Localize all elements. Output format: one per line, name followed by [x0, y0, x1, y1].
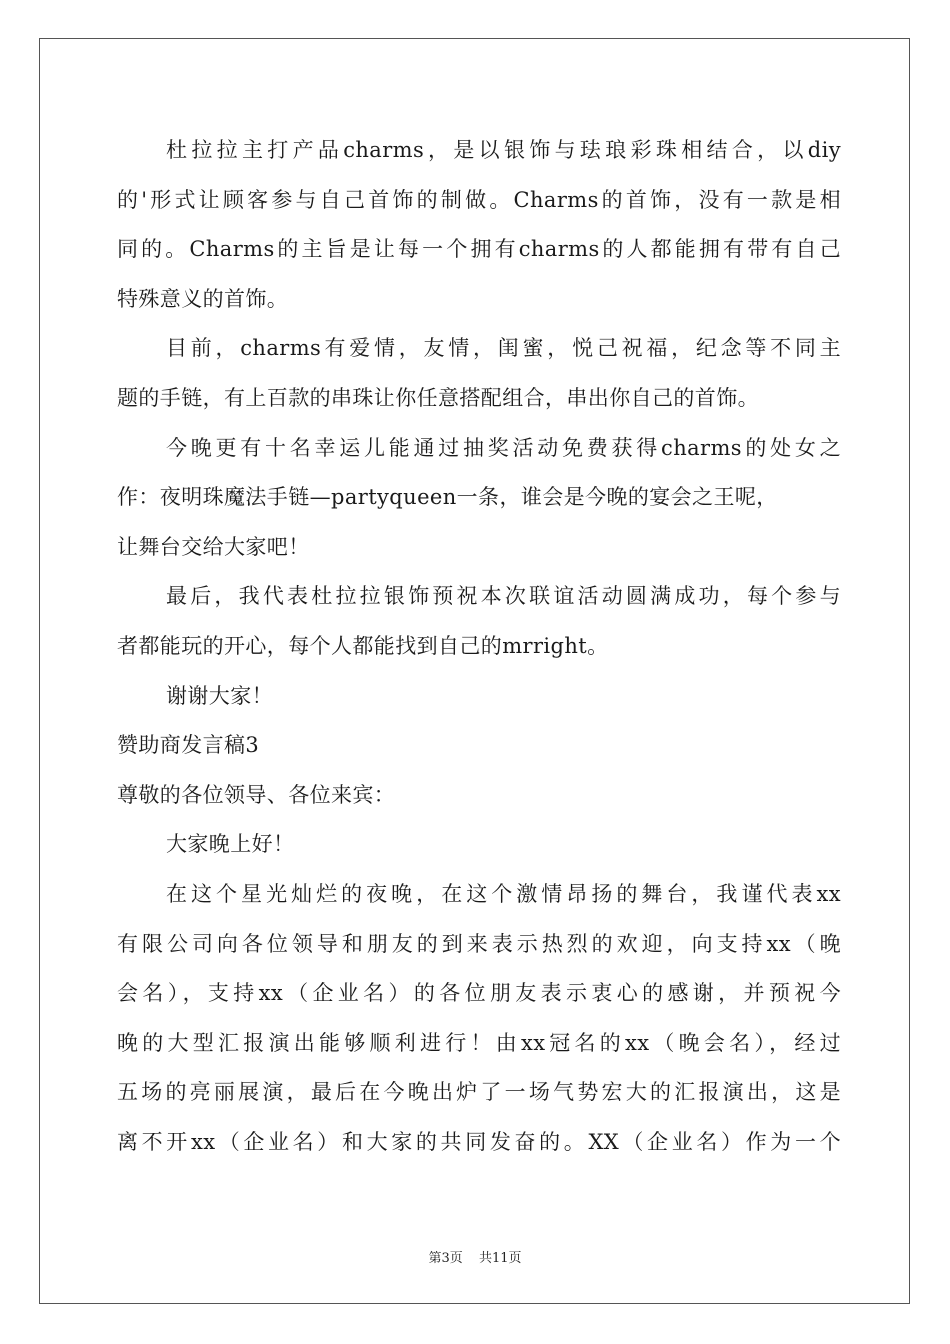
paragraph-line: 五场的亮丽展演，最后在今晚出炉了一场气势宏大的汇报演出，这是 [117, 1080, 841, 1105]
paragraph-line: 晚的大型汇报演出能够顺利进行！由xx冠名的xx（晚会名），经过 [117, 1030, 841, 1055]
greeting: 大家晚上好！ [166, 832, 295, 857]
paragraph-line: 作：夜明珠魔法手链—partyqueen一条，谁会是今晚的宴会之王呢， [117, 485, 778, 510]
paragraph-line: 在这个星光灿烂的夜晚，在这个激情昂扬的舞台，我谨代表xx [166, 881, 841, 906]
paragraph-line: 会名），支持xx（企业名）的各位朋友表示衷心的感谢，并预祝今 [117, 981, 841, 1006]
page-number: 第3页 [428, 1251, 463, 1266]
paragraph-line: 杜拉拉主打产品charms，是以银饰与珐琅彩珠相结合，以diy [166, 138, 841, 162]
paragraph-line: 特殊意义的首饰。 [117, 286, 289, 311]
paragraph-line: 同的。Charms的主旨是让每一个拥有charms的人都能拥有带有自己 [117, 237, 841, 262]
paragraph-line: 者都能玩的开心，每个人都能找到自己的mrright。 [117, 633, 609, 658]
paragraph-line: 最后，我代表杜拉拉银饰预祝本次联谊活动圆满成功，每个参与 [166, 584, 841, 609]
paragraph-line: 目前，charms有爱情，友情，闺蜜，悦己祝福，纪念等不同主 [166, 336, 841, 361]
paragraph-line: 谢谢大家！ [166, 683, 273, 708]
section-heading: 赞助商发言稿3 [117, 733, 260, 758]
document-body [117, 126, 841, 1167]
paragraph-line: 今晚更有十名幸运儿能通过抽奖活动免费获得charms的处女之 [166, 435, 841, 460]
paragraph-line: 离不开xx（企业名）和大家的共同发奋的。XX（企业名）作为一个 [117, 1129, 841, 1154]
paragraph-line: 让舞台交给大家吧！ [117, 534, 310, 559]
paragraph-line: 题的手链，有上百款的串珠让你任意搭配组合，串出你自己的首饰。 [117, 385, 759, 410]
paragraph-line: 的'形式让顾客参与自己首饰的制做。Charms的首饰，没有一款是相 [117, 187, 841, 212]
paragraph-line: 有限公司向各位领导和朋友的到来表示热烈的欢迎，向支持xx（晚 [117, 931, 841, 956]
page-footer [0, 1247, 950, 1266]
salutation: 尊敬的各位领导、各位来宾： [117, 782, 396, 807]
total-pages: 共11页 [478, 1251, 522, 1266]
